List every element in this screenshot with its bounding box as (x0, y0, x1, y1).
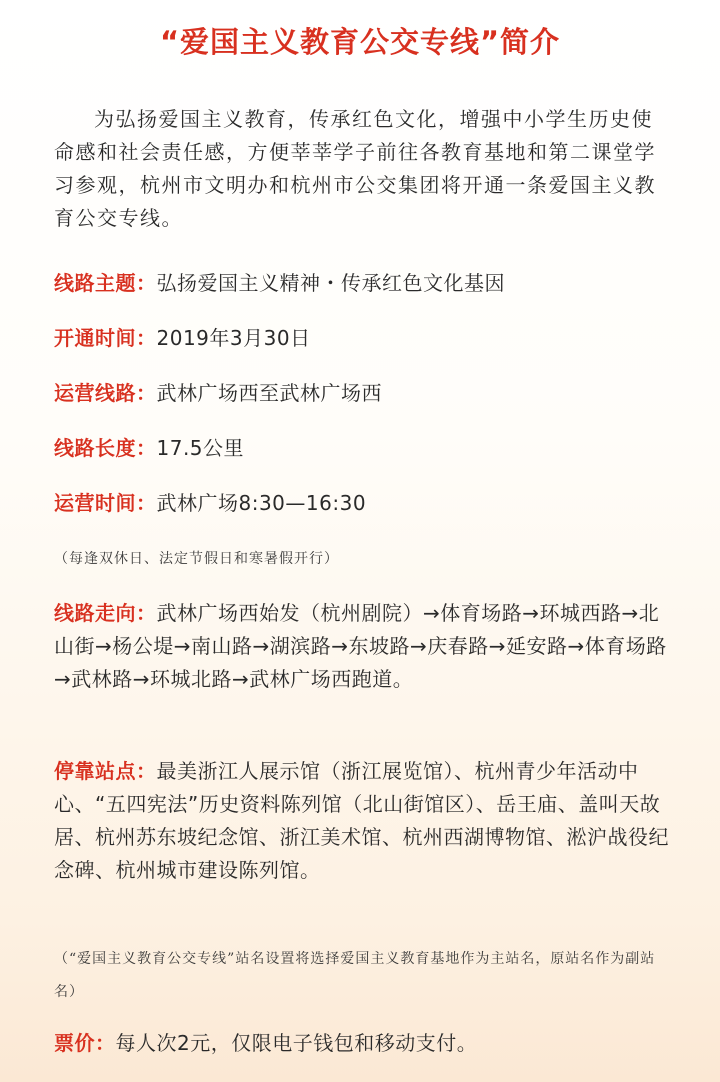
operating-hours-note: （每逢双休日、法定节假日和寒暑假开行） (54, 551, 339, 567)
opening-date-label: 开通时间： (54, 326, 157, 350)
stops-label: 停靠站点： (54, 759, 157, 783)
opening-date-row (54, 322, 670, 355)
operating-route-label: 运营线路： (54, 381, 157, 405)
route-direction-row (54, 597, 670, 696)
route-length-label: 线路长度： (54, 436, 157, 460)
route-direction-value: 武林广场西始发（杭州剧院）→体育场路→环城西路→北山街→杨公堤→南山路→湖滨路→东坡路→庆春路→延安路→体育场路→武林路→环城北路→武林广场西跑道。 (54, 601, 667, 691)
fare-value: 每人次2元，仅限电子钱包和移动支付。 (115, 1031, 478, 1055)
route-length-value: 17.5公里 (156, 436, 245, 460)
page-title: “爱国主义教育公交专线”简介 (159, 25, 561, 59)
stops-row (54, 755, 670, 887)
operating-hours-value: 武林广场8:30—16:30 (156, 491, 367, 515)
route-theme-row (54, 267, 670, 300)
opening-date-value: 2019年3月30日 (156, 326, 311, 350)
stops-value: 最美浙江人展示馆（浙江展览馆）、杭州青少年活动中心、“五四宪法”历史资料陈列馆（北山街馆区）、岳王庙、盖叫天故居、杭州苏东坡纪念馆、浙江美术馆、杭州西湖博物馆、淞沪战役纪念碑、杭州城市建设陈列馆。 (54, 759, 669, 882)
intro-paragraph: 为弘扬爱国主义教育，传承红色文化，增强中小学生历史使命感和社会责任感，方便莘莘学子前往各教育基地和第二课堂学习参观，杭州市文明办和杭州市公交集团将开通一条爱国主义教育公交专线。 (54, 107, 656, 230)
fare-label: 票价： (54, 1031, 116, 1055)
operating-route-value: 武林广场西至武林广场西 (156, 381, 382, 405)
route-direction-label: 线路走向： (54, 601, 157, 625)
operating-hours-label: 运营时间： (54, 491, 157, 515)
stops-note: （“爱国主义教育公交专线”站名设置将选择爱国主义教育基地作为主站名，原站名作为副站名） (54, 951, 656, 1000)
route-length-row (54, 432, 670, 465)
route-theme-value: 弘扬爱国主义精神・传承红色文化基因 (156, 271, 505, 295)
fare-row (54, 1027, 670, 1060)
operating-hours-row (54, 487, 670, 520)
operating-route-row (54, 377, 670, 410)
route-theme-label: 线路主题： (54, 271, 157, 295)
